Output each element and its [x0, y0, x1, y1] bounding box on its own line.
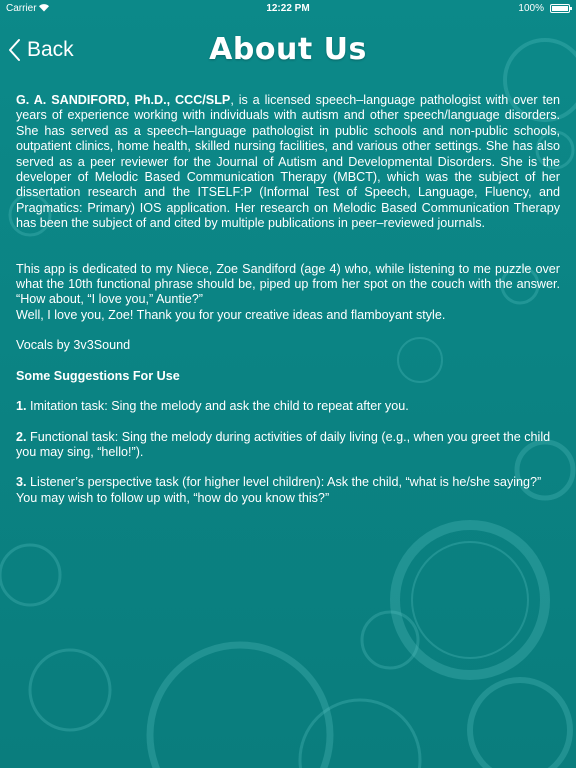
suggestion-number: 2.	[16, 429, 27, 444]
suggestion-text: Functional task: Sing the melody during activities of daily living (e.g., when you greet the child you may sing, “hello!”).	[16, 429, 551, 459]
suggestions-heading: Some Suggestions For Use	[16, 368, 180, 383]
battery-icon	[550, 4, 570, 13]
bio-text: , is a licensed speech–language pathologist with over ten years of experience working with individuals with autism and other speech/language disorders. She has served as a speech–language pathologist in public schools and non-public schools, outpatient clinics, home health, skilled nursing facilities, and various other settings. She has also served as a peer reviewer for the Journal of Autism and Developmental Disorders. She is the developer of Melodic Based Communication Therapy (MBCT), which was the subject of her dissertation research and the ITSELF:P (Informal Test of Speech, Language, Fluency, and Pragmatics: Primary) IOS application. Her research on Melodic Based Communication Therapy has been the subject of and cited by multiple publications in peer–reviewed journals.	[16, 93, 560, 231]
about-content	[16, 93, 560, 506]
dedication-paragraph: This app is dedicated to my Niece, Zoe Sandiford (age 4) who, while listening to me puzzle over what the 10th functional phrase should be, piped up from her spot on the couch with the answer. “How about, “I love you,” Auntie?”	[16, 261, 560, 307]
suggestion-number: 1.	[16, 399, 27, 414]
navigation-bar	[0, 18, 576, 78]
suggestion-item	[16, 430, 560, 461]
suggestion-number: 3.	[16, 475, 27, 490]
author-name: G. A. SANDIFORD, Ph.D., CCC/SLP	[16, 93, 231, 107]
back-label: Back	[27, 38, 74, 61]
status-bar	[0, 0, 576, 18]
suggestion-item	[16, 399, 560, 414]
status-time: 12:22 PM	[266, 3, 310, 14]
vocals-credit: Vocals by 3v3Sound	[16, 338, 131, 353]
bio-paragraph	[16, 93, 560, 232]
dedication-thanks: Well, I love you, Zoe! Thank you for your creative ideas and flamboyant style.	[16, 307, 446, 322]
suggestion-text: Imitation task: Sing the melody and ask the child to repeat after you.	[26, 399, 409, 414]
page-title: About Us	[209, 32, 367, 67]
suggestion-item	[16, 475, 560, 506]
battery-percent: 100%	[518, 3, 544, 14]
carrier-label: Carrier	[6, 3, 37, 14]
suggestion-text: Listener’s perspective task (for higher level children): Ask the child, “what is he/she saying?” You may wish to follow up with, “how do you know this?”	[16, 475, 542, 505]
